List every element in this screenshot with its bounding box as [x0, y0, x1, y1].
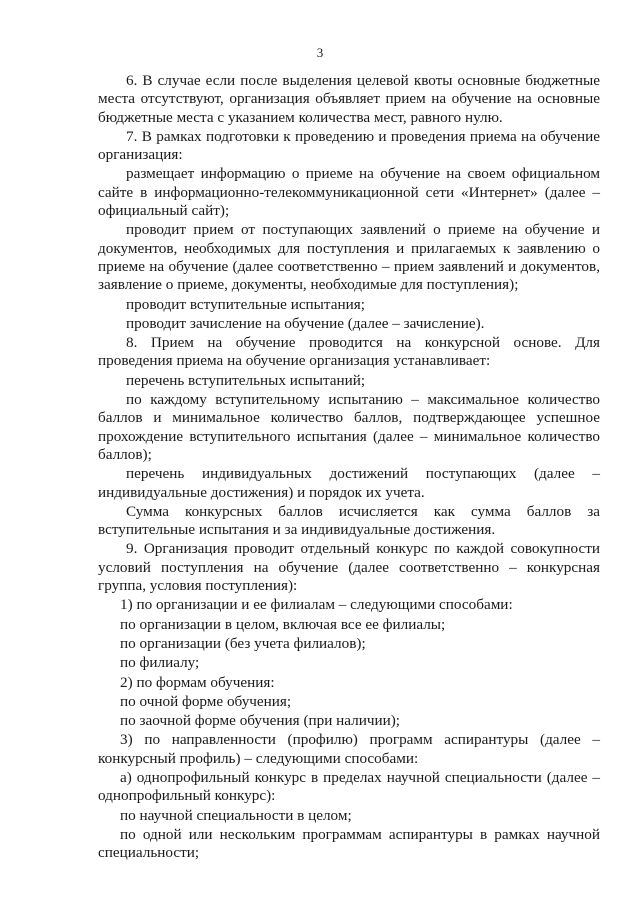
paragraph-7-item-applications: проводит прием от поступающих заявлений о приеме на обучение и документов, необходимых для поступления и прилагаемых к заявлению о приеме на обучение (далее соответственно – прием заявлений и документов, заявление о приеме, документы, необходимые для поступления);	[98, 221, 600, 294]
paragraph-8: 8. Прием на обучение проводится на конкурсной основе. Для проведения приема на обучение организация устанавливает:	[98, 334, 600, 370]
paragraph-8-item-list: перечень вступительных испытаний;	[126, 371, 366, 389]
document-body	[98, 72, 600, 862]
paragraph-7-item-exams: проводит вступительные испытания;	[126, 295, 365, 313]
paragraph-9-item-2: 2) по формам обучения:	[120, 673, 275, 691]
paragraph-7-item-site: размещает информацию о приеме на обучение на своем официальном сайте в информационно-телекоммуникационной сети «Интернет» (далее – официальный сайт);	[98, 165, 600, 220]
page-number: 3	[316, 45, 324, 60]
paragraph-6: 6. В случае если после выделения целевой квоты основные бюджетные места отсутствуют, организация объявляет прием на обучение на основные бюджетные места с указанием количества мест, равного нулю.	[98, 72, 600, 126]
paragraph-9: 9. Организация проводит отдельный конкурс по каждой совокупности условий поступления на обучение (далее соответственно – конкурсная группа, условия поступления):	[98, 540, 600, 595]
paragraph-9-item-2b: по заочной форме обучения (при наличии);	[120, 712, 401, 730]
paragraph-7: 7. В рамках подготовки к проведению и проведения приема на обучение организация:	[98, 127, 600, 164]
paragraph-9-item-2a: по очной форме обучения;	[120, 692, 292, 710]
paragraph-9-item-3: 3) по направленности (профилю) программ аспирантуры (далее – конкурсный профиль) – следующими способами:	[98, 731, 600, 767]
paragraph-9-item-3a-1: по научной специальности в целом;	[120, 806, 352, 824]
paragraph-9-item-3a: а) однопрофильный конкурс в пределах научной специальности (далее – однопрофильный конкурс):	[98, 768, 600, 805]
paragraph-8-item-achievements: перечень индивидуальных достижений поступающих (далее – индивидуальные достижения) и порядок их учета.	[98, 465, 600, 501]
paragraph-9-item-1c: по филиалу;	[120, 654, 200, 672]
paragraph-7-item-enrollment: проводит зачисление на обучение (далее – зачисление).	[126, 314, 485, 332]
paragraph-9-item-3a-2: по одной или нескольким программам аспирантуры в рамках научной специальности;	[98, 825, 600, 862]
paragraph-9-item-1: 1) по организации и ее филиалам – следующими способами:	[120, 596, 513, 614]
paragraph-8-item-scores: по каждому вступительному испытанию – максимальное количество баллов и минимальное количество баллов, подтверждающее успешное прохождение вступительного испытания (далее – минимальное количество баллов);	[98, 391, 600, 463]
paragraph-9-item-1b: по организации (без учета филиалов);	[120, 634, 366, 652]
paragraph-9-item-1a: по организации в целом, включая все ее филиалы;	[120, 615, 446, 633]
paragraph-8-sum: Сумма конкурсных баллов исчисляется как сумма баллов за вступительные испытания и за индивидуальные достижения.	[98, 502, 600, 539]
